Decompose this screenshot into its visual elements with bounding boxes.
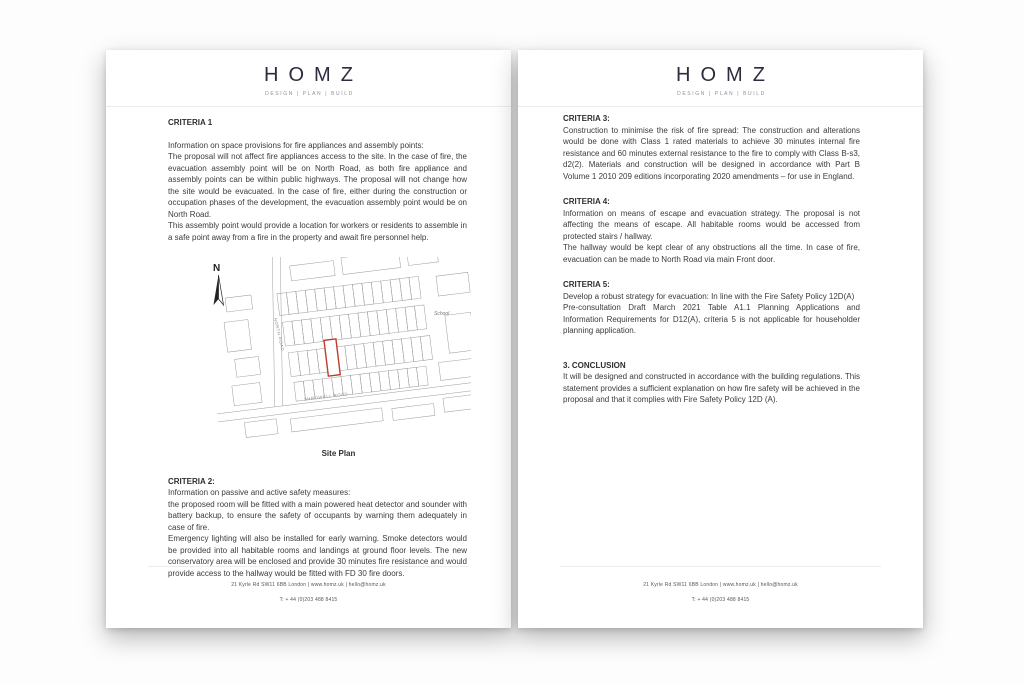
footer-phone: T: + 44 (0)203 488 8415 xyxy=(691,597,750,603)
section-criteria-4 xyxy=(563,196,860,265)
document-spread xyxy=(106,50,923,628)
page-header xyxy=(518,50,923,107)
criteria-4-heading: CRITERIA 4: xyxy=(563,197,610,206)
criteria-1-paragraph: Information on space provisions for fire appliances and assembly points: xyxy=(168,140,424,150)
footer-address: 21 Kyrle Rd SW11 6BB London | www.homz.uk | hello@homz.uk xyxy=(231,582,386,588)
criteria-2-heading: CRITERIA 2: xyxy=(168,476,215,486)
footer-divider xyxy=(148,566,469,567)
criteria-5-heading: CRITERIA 5: xyxy=(563,280,610,289)
criteria-5-paragraph: Pre-consultation Draft March 2021 Table A1.1 Planning Applications and Information Requirements for D12(A), criteria 5 is not applicable for householder planning application. xyxy=(563,303,860,335)
criteria-2-paragraph: Emergency lighting will also be installed for early warning. Smoke detectors would be provided into all habitable rooms and landings at ground floor levels. The new conservatory area will be enclosed and provide 30 minutes fire resistance and would provide access to the hallway would be fitted with FD 30 fire doors. xyxy=(168,534,467,578)
brand-tagline: DESIGN | PLAN | BUILD xyxy=(677,91,766,97)
page-right-content xyxy=(518,107,923,406)
road-bottom-label: SHROWELL ROAD xyxy=(303,391,349,402)
conclusion-paragraph: It will be designed and constructed in accordance with the building regulations. This statement provides a sufficient explanation on how fire safety will be achieved in the proposal and that it complies with Fire Safety Policy 12D (A). xyxy=(563,372,860,404)
site-plan-figure xyxy=(206,257,471,460)
section-criteria-1 xyxy=(168,117,467,243)
page-header xyxy=(106,50,511,107)
page-footer xyxy=(106,566,511,603)
conclusion-heading: 3. CONCLUSION xyxy=(563,360,626,370)
school-buildings xyxy=(428,272,471,380)
page-footer xyxy=(518,566,923,603)
site-plan-map xyxy=(206,257,471,443)
page-left-content xyxy=(106,107,511,579)
school-label: School xyxy=(434,311,450,317)
criteria-1-heading: CRITERIA 1 xyxy=(168,118,213,127)
north-arrow-icon xyxy=(213,263,224,305)
site-plot-highlight xyxy=(324,339,340,376)
footer-phone: T: + 44 (0)203 488 8415 xyxy=(279,597,338,603)
footer-divider xyxy=(560,566,881,567)
criteria-4-paragraph: The hallway would be kept clear of any obstructions all the time. In case of fire, evacuation can be made to North Road via main Front door. xyxy=(563,243,860,264)
section-criteria-2 xyxy=(168,476,467,580)
criteria-3-paragraph: Construction to minimise the risk of fire spread: The construction and alterations would be done with Class 1 rated materials to achieve 30 minutes internal fire resistance and 60 minutes external resistance to the fire to comply with Class B-s3, d2(2). Materials and construction will be designed in accordance with Part B Volume 1 2010 209 editions incorporating 2020 amendments – for use in England. xyxy=(563,125,860,181)
criteria-1-paragraph: The proposal will not affect fire appliances access to the site. In the case of fire, the evacuation assembly point will be on North Road, as both fire appliance and assembly points can be within public highways. The proposal will not change how the site would be evacuated. In the case of fire, either during the construction or occupation phases of the development, the evacuation assembly point would be on North Road. xyxy=(168,152,467,219)
section-criteria-3 xyxy=(563,113,860,182)
page-right xyxy=(518,50,923,628)
criteria-2-paragraph: Information on passive and active safety measures: xyxy=(168,488,351,497)
criteria-1-paragraph: This assembly point would provide a location for workers or residents to assemble in a safe point away from a fire in the property and await fire personnel help. xyxy=(168,221,467,242)
page-left xyxy=(106,50,511,628)
criteria-2-paragraph: the proposed room will be fitted with a main powered heat detector and sounder with battery backup, to ensure the safety of occupants by warning them adequately in case of fire. xyxy=(168,499,467,532)
north-label: N xyxy=(213,263,221,274)
criteria-4-paragraph: Information on means of escape and evacuation strategy. The proposal is not affecting the means of escape. All habitable rooms would be accessed from protected stairs / hallway. xyxy=(563,208,860,241)
section-criteria-5 xyxy=(563,279,860,337)
map-caption: Site Plan xyxy=(321,449,356,458)
road-left-label: NORTH ROAD xyxy=(272,317,286,352)
criteria-3-heading: CRITERIA 3: xyxy=(563,114,610,123)
footer-address: 21 Kyrle Rd SW11 6BB London | www.homz.uk | hello@homz.uk xyxy=(643,582,798,588)
homz-logo: HOMZ xyxy=(264,64,363,86)
homz-logo: HOMZ xyxy=(676,64,775,86)
brand-tagline: DESIGN | PLAN | BUILD xyxy=(265,91,354,97)
map-terrace-rows xyxy=(277,276,436,402)
section-conclusion xyxy=(563,360,860,406)
criteria-5-paragraph: Develop a robust strategy for evacuation: In line with the Fire Safety Policy 12D(A) xyxy=(563,291,855,301)
